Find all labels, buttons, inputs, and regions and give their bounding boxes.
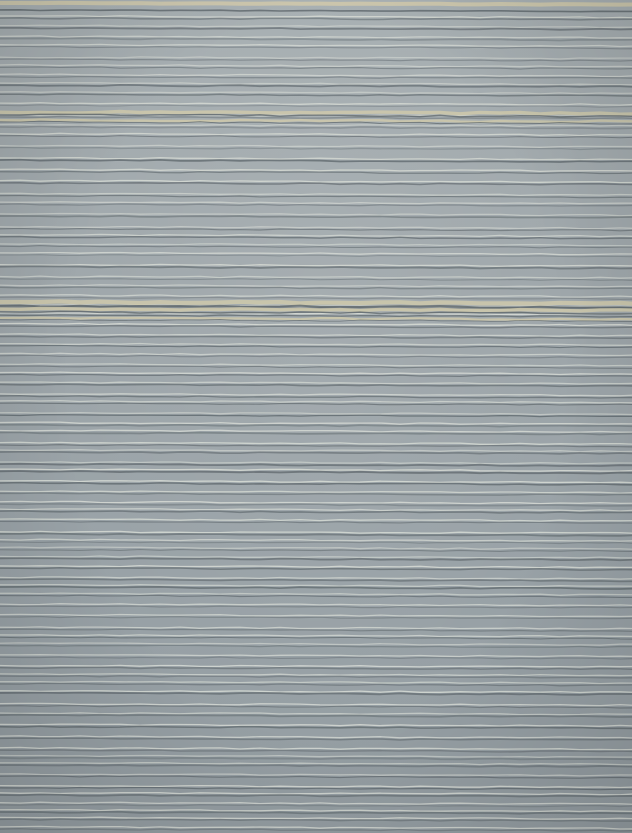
page-edge-line (0, 774, 632, 776)
page-edge-line (0, 812, 632, 814)
page-edge-line (0, 805, 632, 807)
page-edge-line (0, 382, 632, 384)
page-edge-line (0, 145, 632, 147)
page-edge-line (0, 604, 632, 606)
page-edge-line (0, 430, 632, 432)
page-edge-line (0, 511, 632, 513)
page-edge-line (0, 355, 632, 358)
page-edge-line (0, 724, 632, 726)
page-edge-line (0, 593, 632, 595)
page-edge-line (0, 253, 632, 255)
page-edge-line (0, 674, 632, 676)
page-edge-line (0, 279, 632, 281)
page-edge-line (0, 276, 632, 278)
page-edge-line (0, 627, 632, 629)
page-edge-line (0, 425, 632, 427)
page-edge-line (0, 667, 632, 669)
page-edge-line (0, 635, 632, 637)
page-edge-line (0, 519, 632, 521)
page-edge-line (0, 556, 632, 558)
page-edge-line (0, 183, 632, 185)
page-edge-line (0, 136, 632, 138)
page-edge-line (0, 202, 632, 204)
page-edge-line (0, 750, 632, 752)
page-edge-line (0, 396, 632, 398)
page-edge-line (0, 119, 632, 122)
page-edge-line (0, 193, 632, 195)
page-edge-line (0, 829, 632, 831)
page-edge-line (0, 67, 632, 69)
page-edge-line (0, 568, 632, 570)
page-edge-line (0, 234, 632, 236)
page-edge-line (0, 117, 632, 119)
page-edge-line (0, 481, 632, 483)
page-edge-line (0, 657, 632, 659)
page-edge-line (0, 264, 632, 266)
page-edge-line (0, 353, 632, 355)
page-edge-line (0, 683, 632, 685)
page-edge-line (0, 452, 632, 454)
page-edge-line (0, 364, 632, 366)
page-edge-line (0, 295, 632, 297)
page-edge-line (0, 445, 632, 447)
page-edge-line (0, 776, 632, 778)
page-edge-line (0, 637, 632, 639)
page-edge-line (0, 422, 632, 424)
page-edge-line (0, 44, 632, 46)
page-edge-line (0, 246, 632, 248)
page-edge-line (0, 10, 632, 12)
page-edge-line (0, 464, 632, 466)
page-edge-line (0, 214, 632, 216)
page-edge-line (0, 285, 632, 287)
page-edge-line (0, 196, 632, 198)
page-edge-line (0, 57, 632, 59)
page-edge-line (0, 793, 632, 795)
page-edge-line (0, 318, 632, 320)
page-edge-line (0, 287, 632, 289)
page-edge-line (0, 585, 632, 587)
page-edge-line (0, 483, 632, 485)
page-edge-line (0, 103, 632, 105)
page-edge-line (0, 643, 632, 645)
page-edge-line (0, 531, 632, 533)
page-edge-line (0, 614, 632, 616)
page-edge-line (0, 726, 632, 728)
page-edge-line (0, 255, 632, 257)
page-edge-line (0, 334, 632, 336)
page-edge-line (0, 539, 632, 541)
page-edge-line (0, 817, 632, 819)
page-edge-line (0, 558, 632, 560)
page-edge-line (0, 266, 632, 268)
page-edge-line (0, 682, 632, 684)
page-edge-line (0, 124, 632, 126)
page-edge-line (0, 28, 632, 30)
page-edge-line (0, 394, 632, 396)
page-edge-line (0, 595, 632, 597)
page-edge-line (0, 344, 632, 346)
page-edge-line (0, 366, 632, 368)
page-edge-line (0, 747, 632, 749)
page-edge-line (0, 77, 632, 79)
page-edge-line (0, 401, 632, 403)
page-edge-line (0, 533, 632, 535)
page-edge-line (0, 413, 632, 415)
page-edge-line (0, 244, 632, 246)
page-edge-line (0, 301, 632, 304)
page-edge-line (0, 715, 632, 717)
page-edge-line (0, 703, 632, 705)
page-edge-line (0, 46, 632, 49)
page-edge-line (0, 550, 632, 552)
page-edge-line (0, 765, 632, 767)
page-edge-line (0, 169, 632, 171)
page-edge-line (0, 227, 632, 229)
page-edge-line (0, 442, 632, 444)
page-edge-line (0, 38, 632, 40)
page-edge-line (0, 3, 632, 5)
page-edge-line (0, 180, 632, 182)
page-edge-line (0, 374, 632, 376)
page-edge-line (0, 345, 632, 347)
page-edge-line (0, 547, 632, 549)
page-edge-line (0, 655, 632, 657)
page-edge-line (0, 326, 632, 328)
page-edge-line (0, 450, 632, 452)
page-edge-line (0, 158, 632, 160)
page-edge-line (0, 629, 632, 631)
page-edge-line (0, 542, 632, 544)
page-edge-line (0, 693, 632, 695)
page-edge-line (0, 336, 632, 338)
page-edge-line (0, 92, 632, 94)
page-edge-line (0, 738, 632, 740)
page-edge-line (0, 384, 632, 386)
page-edge-line (0, 204, 632, 206)
page-edge-line (0, 308, 632, 311)
page-edge-line (0, 676, 632, 678)
page-edge-line (0, 786, 632, 788)
page-edge-line (0, 228, 632, 230)
page-edge-line (0, 85, 632, 87)
page-edge-line (0, 133, 632, 135)
page-edge-line (0, 706, 632, 708)
page-edge-line (0, 83, 632, 85)
page-edge-line (0, 59, 632, 61)
page-edge-line (0, 18, 632, 20)
page-edge-line (0, 566, 632, 568)
page-edge-line (0, 126, 632, 128)
page-edge-line (0, 645, 632, 647)
page-edge-line (0, 403, 632, 405)
page-edge-line (0, 297, 632, 299)
page-edge-line (0, 315, 632, 317)
page-edge-line (0, 432, 632, 434)
